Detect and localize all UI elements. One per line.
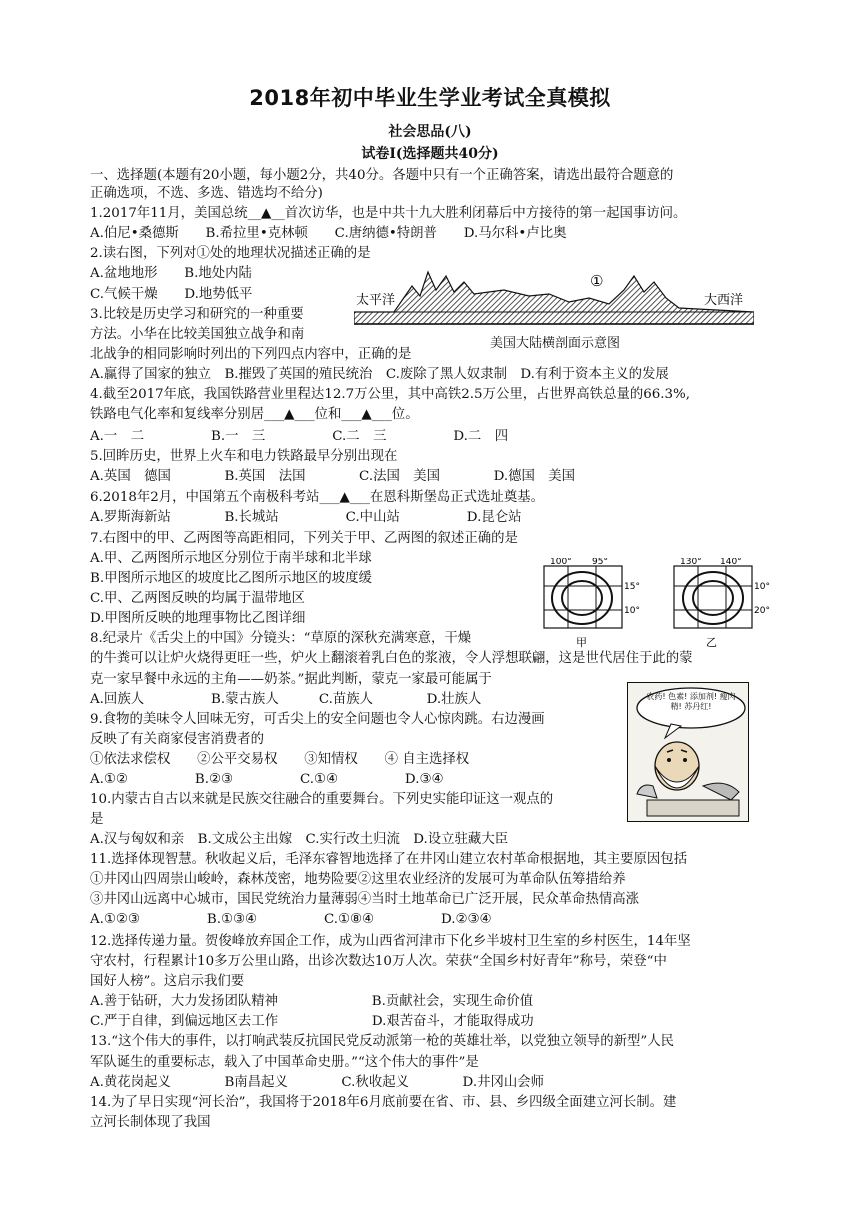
exam-title: 2018年初中毕业生学业考试全真模拟 <box>249 86 611 110</box>
jia-label: 甲 <box>576 636 587 649</box>
marker-1-label: ① <box>590 272 604 290</box>
text-line: 8.纪录片《舌尖上的中国》分镜头：“草原的深秋充满寒意，干燥 <box>90 631 472 646</box>
text-line: A.甲、乙两图所示地区分别位于南半球和北半球 <box>90 551 372 566</box>
yi-lat1: 10° <box>754 582 770 592</box>
text-line: 13.“这个伟大的事件，以打响武装反抗国民党反动派第一枪的英雄壮举，以党独立领导的新型”人民 <box>90 1034 674 1049</box>
text-line: A.英国 德国 B.英国 法国 C.法国 美国 D.德国 美国 <box>90 469 576 484</box>
text-line: 方法。小华在比较美国独立战争和南 <box>90 327 305 342</box>
yi-lon2: 140° <box>720 558 742 567</box>
text-line: 12.选择传递力量。贺俊峰放弃国企工作，成为山西省河津市下化乡半坡村卫生室的乡村医生，14年坚 <box>90 934 691 949</box>
text-line: 铁路电气化率和复线率分别居___▲___位和___▲___位。 <box>90 407 419 422</box>
text-line: 7.右图中的甲、乙两图等高距相同，下列关于甲、乙两图的叙述正确的是 <box>90 531 518 546</box>
profile-caption: 美国大陆横剖面示意图 <box>490 336 621 351</box>
text-line: 军队诞生的重要标志，载入了中国革命史册。”“这个伟大的事件”是 <box>90 1055 479 1070</box>
text-line: 1.2017年11月，美国总统__▲__首次访华，也是中共十九大胜利闭幕后中方接待的第一起国事访问。 <box>90 206 687 221</box>
us-cross-section-figure <box>354 268 754 330</box>
jia-lon1: 100° <box>550 558 572 567</box>
text-line: 守农村，行程累计10多万公里山路，出诊次数达10万人次。荣获“全国乡村好青年”称号，荣登“中 <box>90 954 667 969</box>
text-line: A.①②③ B.①③④ C.①⑧④ D.②③④ <box>90 912 492 927</box>
jia-lat1: 15° <box>624 582 640 592</box>
text-line: A.罗斯海新站 B.长城站 C.中山站 D.昆仑站 <box>90 510 522 525</box>
text-line: ③井冈山远离中心城市，国民党统治力量薄弱④当时土地革命已广泛开展，民众革命热情高涨 <box>90 892 640 907</box>
text-line: D.甲图所反映的地理事物比乙图详细 <box>90 611 306 626</box>
text-line: 立河长制体现了我国 <box>90 1115 211 1130</box>
text-line: 正确选项，不选、多选、错选均不给分) <box>90 186 323 201</box>
text-line: ①井冈山四周崇山峻岭，森林茂密，地势险要②这里农业经济的发展可为革命队伍筹措给养 <box>90 872 626 887</box>
text-line: C.甲、乙两图反映的均属于温带地区 <box>90 591 305 606</box>
jia-lat2: 10° <box>624 606 640 616</box>
text-line: A.①② B.②③ C.①④ D.③④ <box>90 772 444 787</box>
yi-label: 乙 <box>706 636 717 649</box>
text-line: 10.内蒙古自古以来就是民族交往融合的重要舞台。下列史实能印证这一观点的 <box>90 792 554 807</box>
text-line: 6.2018年2月，中国第五个南极科考站___▲___在恩科斯堡岛正式选址奠基。 <box>90 490 544 505</box>
text-line: A.赢得了国家的独立 B.摧毁了英国的殖民统治 C.废除了黑人奴隶制 D.有利于资本主义的发展 <box>90 367 669 382</box>
text-line: 11.选择体现智慧。秋收起义后，毛泽东睿智地选择了在井冈山建立农村革命根据地，其主要原因包括 <box>90 852 688 867</box>
text-line: A.回族人 B.蒙古族人 C.苗族人 D.壮族人 <box>90 692 482 707</box>
text-line: 的牛粪可以让炉火烧得更旺一些，炉火上翻滚着乳白色的浆液，令人浮想联翩，这是世代居住于此的蒙 <box>90 651 693 666</box>
text-line: ①依法求偿权 ②公平交易权 ③知情权 ④ 自主选择权 <box>90 752 470 767</box>
text-line: 北战争的相同影响时列出的下列四点内容中，正确的是 <box>90 347 412 362</box>
text-line: 3.比较是历史学习和研究的一种重要 <box>90 307 304 322</box>
text-line: 一、选择题(本题有20小题，每小题2分，共40分。各题中只有一个正确答案，请选出最符合题意的 <box>90 168 674 183</box>
text-line: A.善于钻研，大力发扬团队精神 B.贡献社会，实现生命价值 <box>90 994 534 1009</box>
atlantic-label: 大西洋 <box>704 293 744 308</box>
text-line: B.甲图所示地区的坡度比乙图所示地区的坡度缓 <box>90 571 372 586</box>
text-line: 国好人榜”。这启示我们要 <box>90 974 245 989</box>
cartoon-bubble-text: 农药! 色素! 添加剂! 瘦肉精! 苏丹红! <box>646 692 736 711</box>
contour-maps-figure <box>538 558 770 650</box>
text-line: 是 <box>90 812 104 827</box>
text-line: A.一 二 B.一 三 C.二 三 D.二 四 <box>90 429 509 444</box>
text-line: A.汉与匈奴和亲 B.文成公主出嫁 C.实行改土归流 D.设立驻藏大臣 <box>90 832 509 847</box>
yi-lat2: 20° <box>754 606 770 616</box>
text-line: 14.为了早日实现“河长治”，我国将于2018年6月底前要在省、市、县、乡四级全面建立河长制。建 <box>90 1095 677 1110</box>
text-line: 9.食物的美味令人回味无穷，可舌尖上的安全问题也令人心惊肉跳。右边漫画 <box>90 712 545 727</box>
yi-lon1: 130° <box>680 558 702 567</box>
pacific-label: 太平洋 <box>356 293 396 308</box>
paper-part-heading: 试卷Ⅰ(选择题共40分) <box>361 146 499 162</box>
text-line: A.黄花岗起义 B南昌起义 C.秋收起义 D.井冈山会师 <box>90 1075 545 1090</box>
food-safety-cartoon <box>627 682 749 822</box>
text-line: 5.回眸历史，世界上火车和电力铁路最早分别出现在 <box>90 449 398 464</box>
text-line: 2.读右图，下列对①处的地理状况描述正确的是 <box>90 246 371 261</box>
text-line: C.严于自律，到偏远地区去工作 D.艰苦奋斗，才能取得成功 <box>90 1014 534 1029</box>
text-line: 克一家早餐中永远的主角——奶茶。”据此判断，蒙克一家最可能属于 <box>90 672 492 687</box>
text-line: A.伯尼•桑德斯 B.希拉里•克林顿 C.唐纳德•特朗普 D.马尔科•卢比奥 <box>90 226 567 241</box>
text-line: 反映了有关商家侵害消费者的 <box>90 732 265 747</box>
text-line: A.盆地地形 B.地处内陆 <box>90 266 252 281</box>
text-line: 4.截至2017年底，我国铁路营业里程达12.7万公里，其中高铁2.5万公里，占世界高铁总量的66.3%, <box>90 387 691 402</box>
jia-lon2: 95° <box>592 558 608 567</box>
exam-subtitle: 社会思品(八) <box>388 124 472 140</box>
text-line: C.气候干燥 D.地势低平 <box>90 287 253 302</box>
